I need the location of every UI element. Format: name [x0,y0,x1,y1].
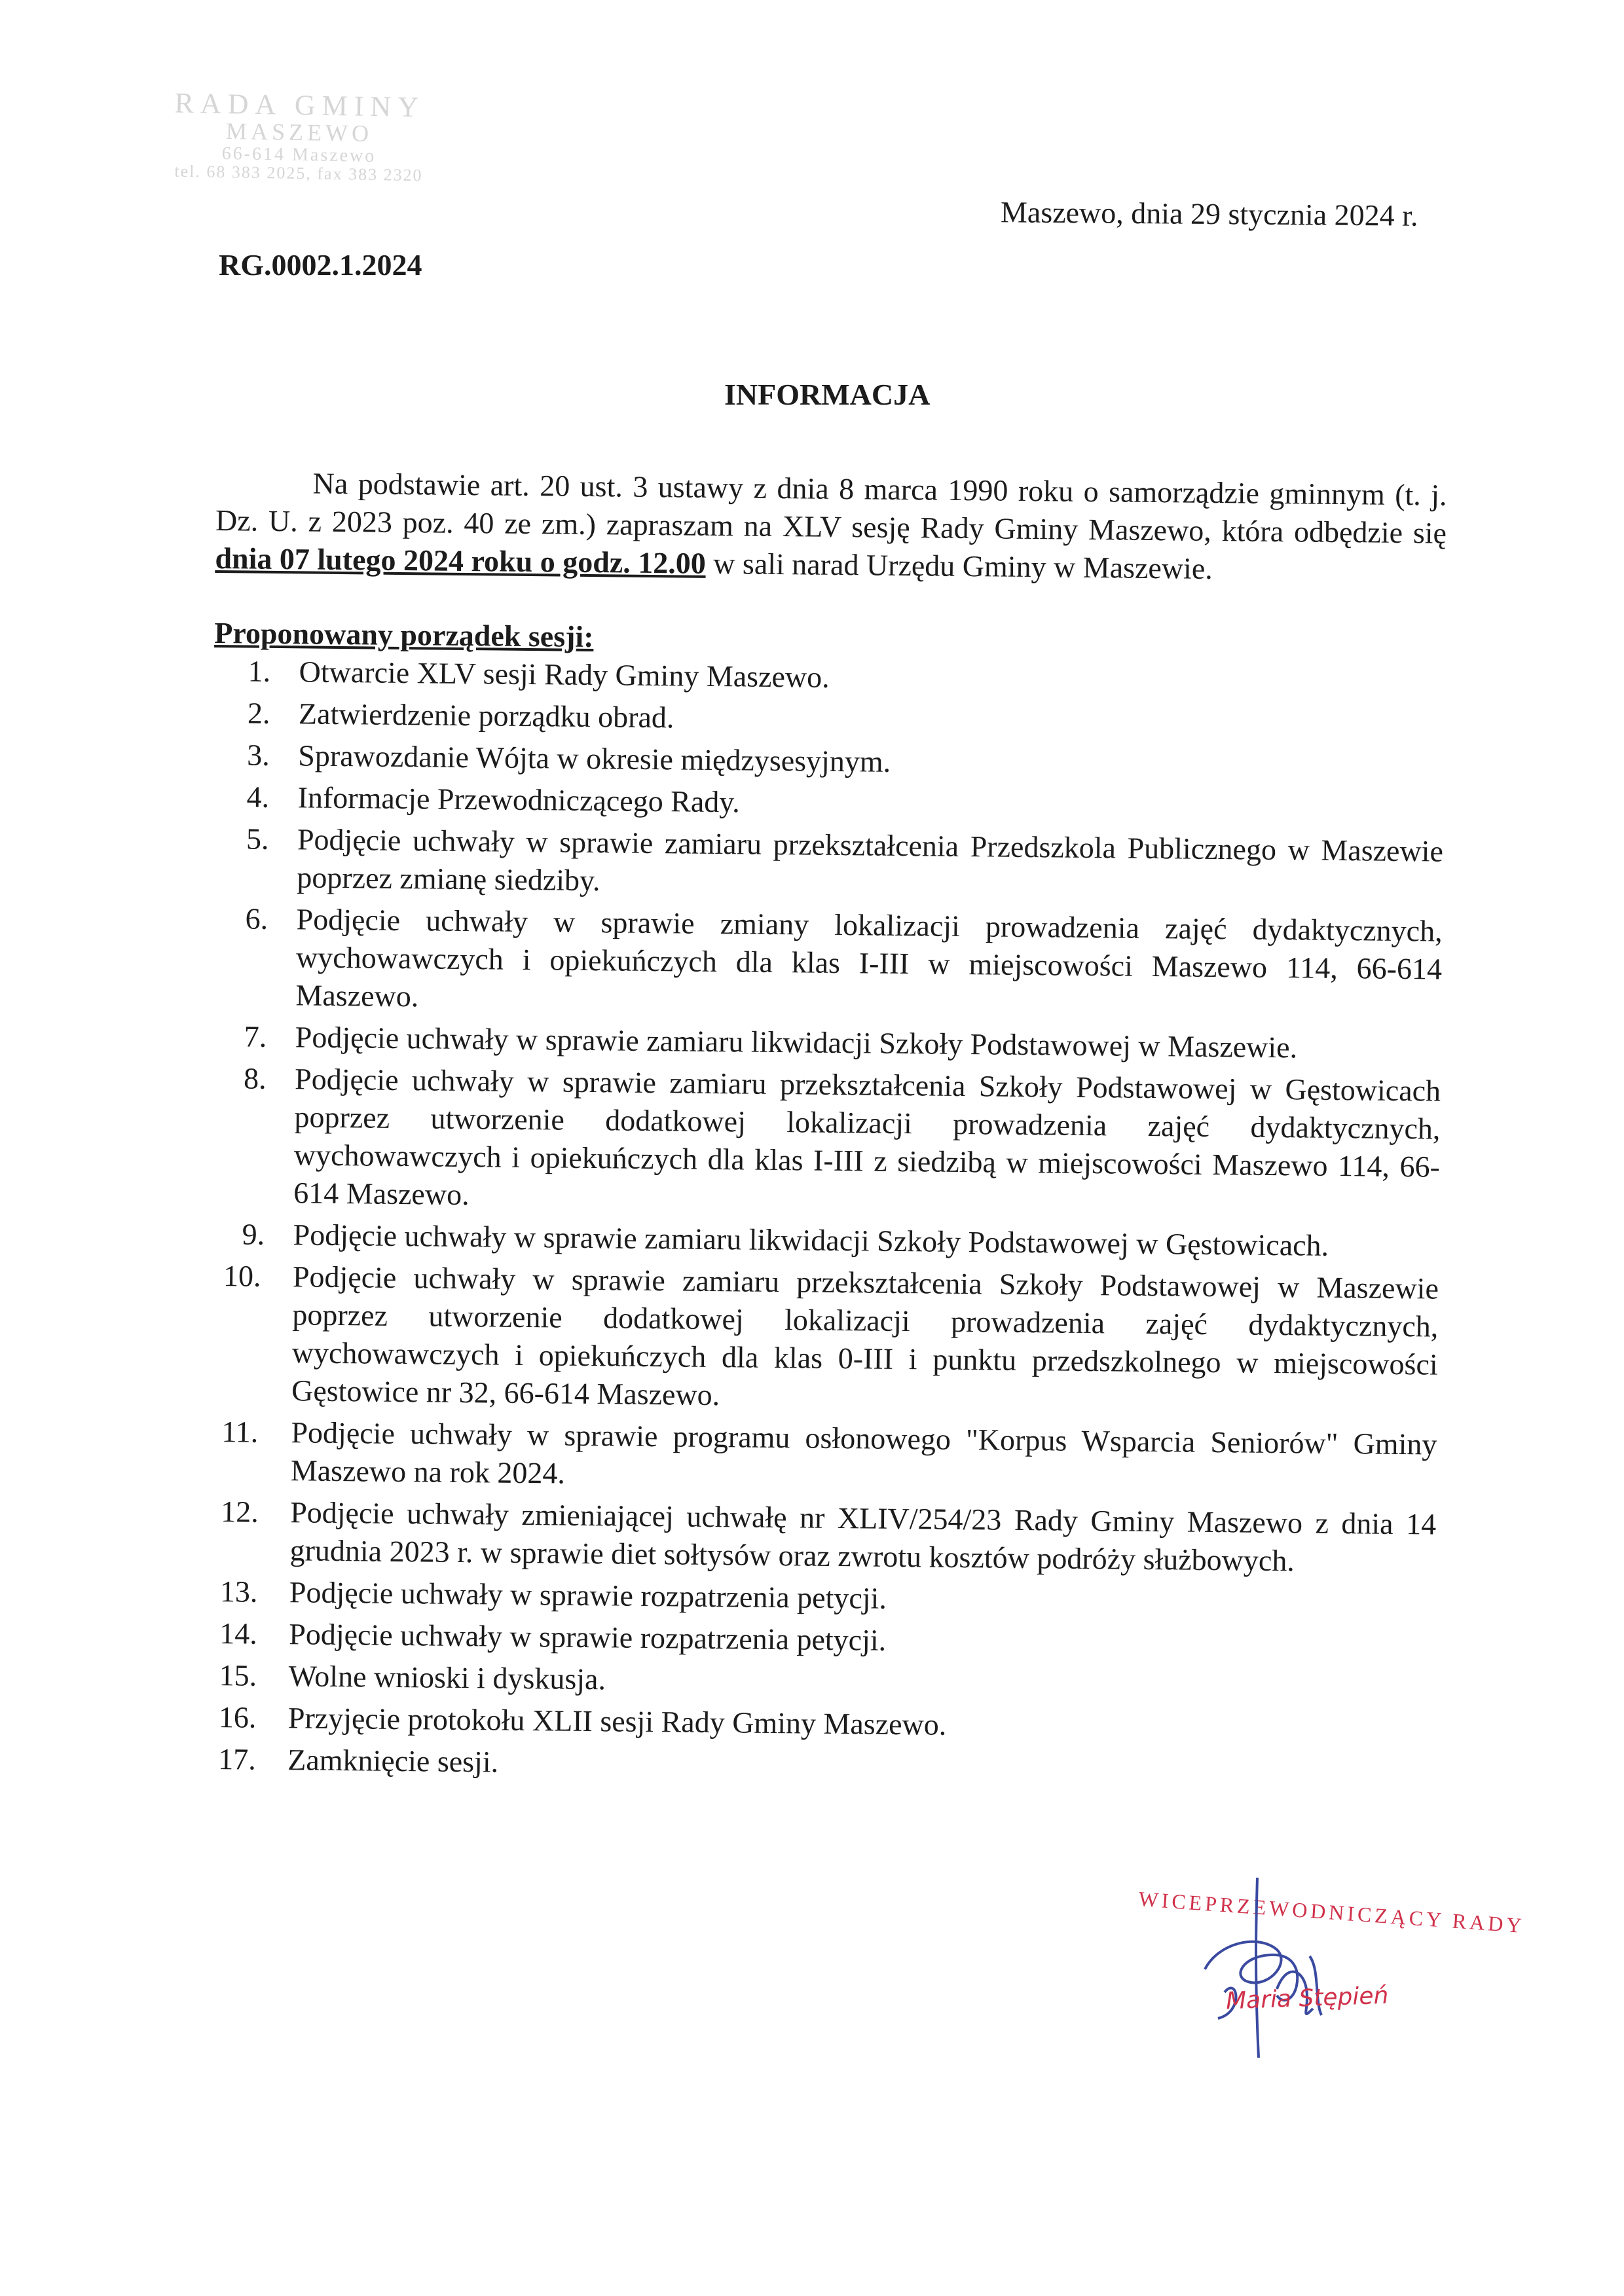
signature-role: WICEPRZEWODNICZĄCY RADY [1137,1887,1526,1938]
intro-paragraph [215,464,1447,591]
agenda-item-number: 14. [219,1616,258,1650]
agenda-item [212,820,1443,909]
agenda-item-text: Sprawozdanie Wójta w okresie międzysesyjnym. [298,738,891,778]
handwritten-signature [1179,1871,1349,2068]
signature-stamp [1137,1871,1526,2068]
agenda-heading: Proponowany porządek sesji: [214,615,594,654]
agenda-item-text: Podjęcie uchwały w sprawie rozpatrzenia petycji. [289,1575,887,1615]
agenda-item-number: 13. [219,1575,258,1609]
agenda-item-text: Podjęcie uchwały w sprawie zamiaru przekształcenia Szkoły Podstawowej w Gęstowicach poprzez utworzenie dodatkowej lokalizacji prowadzenia zajęć dydaktycznych, wychowawczych i opiekuńczych dla klas I-III z siedzibą w miejscowości Maszewo 114, 66-614 Maszewo. [293,1062,1441,1212]
agenda-item-number: 10. [223,1259,261,1293]
agenda-item-number: 1. [248,654,271,688]
agenda-item [206,1413,1437,1502]
agenda-item-number: 3. [247,738,270,772]
agenda-item [206,1257,1439,1422]
agenda-item-text: Podjęcie uchwały w sprawie zamiaru likwidacji Szkoły Podstawowej w Gęstowicach. [293,1218,1329,1262]
intro-text-after: w sali narad Urzędu Gminy w Maszewie. [705,546,1213,585]
agenda-item-number: 16. [218,1700,257,1734]
agenda-item-text: Podjęcie uchwały w sprawie zamiaru likwidacji Szkoły Podstawowej w Maszewie. [295,1020,1298,1065]
intro-text-before: Na podstawie art. 20 ust. 3 ustawy z dnia 8 marca 1990 roku o samorządzie gminnym (t. j. Dz. U. z 2023 poz. 40 ze zm.) zapraszam na XLV sesję Rady Gminy Maszewo, która odbędzie się [215,466,1447,550]
document-body [202,464,1447,1795]
agenda-item [208,1059,1441,1224]
agenda-item [210,900,1443,1027]
agenda-item-number: 9. [242,1217,265,1251]
agenda-item-number: 4. [246,780,270,814]
signature-name: Maria Stępień [1225,1982,1390,2015]
agenda-item-number: 6. [245,902,268,936]
agenda-item [204,1493,1436,1582]
stamp-line-3: 66-614 Maszewo [221,143,377,167]
agenda-item-text: Podjęcie uchwały zmieniającej uchwałę nr XLIV/254/23 Rady Gminy Maszewo z dnia 14 grudnia 2023 r. w sprawie diet sołtysów oraz zwrotu kosztów podróży służbowych. [289,1495,1437,1578]
document-title: INFORMACJA [724,378,931,411]
agenda-item-text: Podjęcie uchwały w sprawie zamiaru przekształcenia Przedszkola Publicznego w Maszewie poprzez zmianę siedziby. [297,822,1444,898]
agenda-item-text: Zamknięcie sesji. [287,1743,499,1779]
agenda-item-number: 11. [221,1415,259,1449]
agenda-item-text: Otwarcie XLV sesji Rady Gminy Maszewo. [299,655,830,694]
agenda-item-text: Podjęcie uchwały w sprawie zmiany lokalizacji prowadzenia zajęć dydaktycznych, wychowawczych i opiekuńczych dla klas I-III w miejscowości Maszewo 114, 66-614 Maszewo. [295,902,1443,1013]
agenda-item-text: Podjęcie uchwały w sprawie rozpatrzenia petycji. [289,1617,887,1657]
agenda-item-number: 8. [243,1061,267,1095]
agenda-item-text: Podjęcie uchwały w sprawie zamiaru przekształcenia Szkoły Podstawowej w Maszewie poprzez utworzenie dodatkowej lokalizacji prowadzenia zajęć dydaktycznych, wychowawczych i opiekuńczych dla klas 0-III i punktu przedszkolnego w miejscowości Gęstowice nr 32, 66-614 Maszewo. [291,1260,1439,1412]
stamp-line-2: MASZEWO [225,118,373,147]
agenda-item-number: 17. [218,1742,257,1776]
place-date: Maszewo, dnia 29 stycznia 2024 r. [1000,195,1418,232]
agenda-item-number: 12. [220,1495,259,1529]
agenda-item-number: 2. [247,696,270,730]
agenda-item-text: Przyjęcie protokołu XLII sesji Rady Gminy Maszewo. [287,1701,947,1741]
agenda-item [202,1740,1434,1791]
agenda-item-number: 7. [244,1019,267,1053]
agenda-item-text: Informacje Przewodniczącego Rady. [297,780,741,819]
stamp-line-1: RADA GMINY [174,86,426,124]
council-stamp [145,88,454,185]
reference-number: RG.0002.1.2024 [219,248,422,282]
agenda-item-text: Podjęcie uchwały w sprawie programu osłonowego "Korpus Wsparcia Seniorów" Gminy Maszewo na rok 2024. [290,1415,1437,1490]
agenda-list [202,652,1445,1791]
agenda-item-text: Zatwierdzenie porządku obrad. [298,697,674,735]
agenda-item-number: 15. [219,1658,257,1692]
agenda-item-number: 5. [246,822,269,856]
agenda-item-text: Wolne wnioski i dyskusja. [288,1659,606,1696]
session-date-highlight: dnia 07 lutego 2024 roku o godz. 12.00 [215,541,707,580]
stamp-line-4: tel. 68 383 2025, fax 383 2320 [174,162,423,185]
